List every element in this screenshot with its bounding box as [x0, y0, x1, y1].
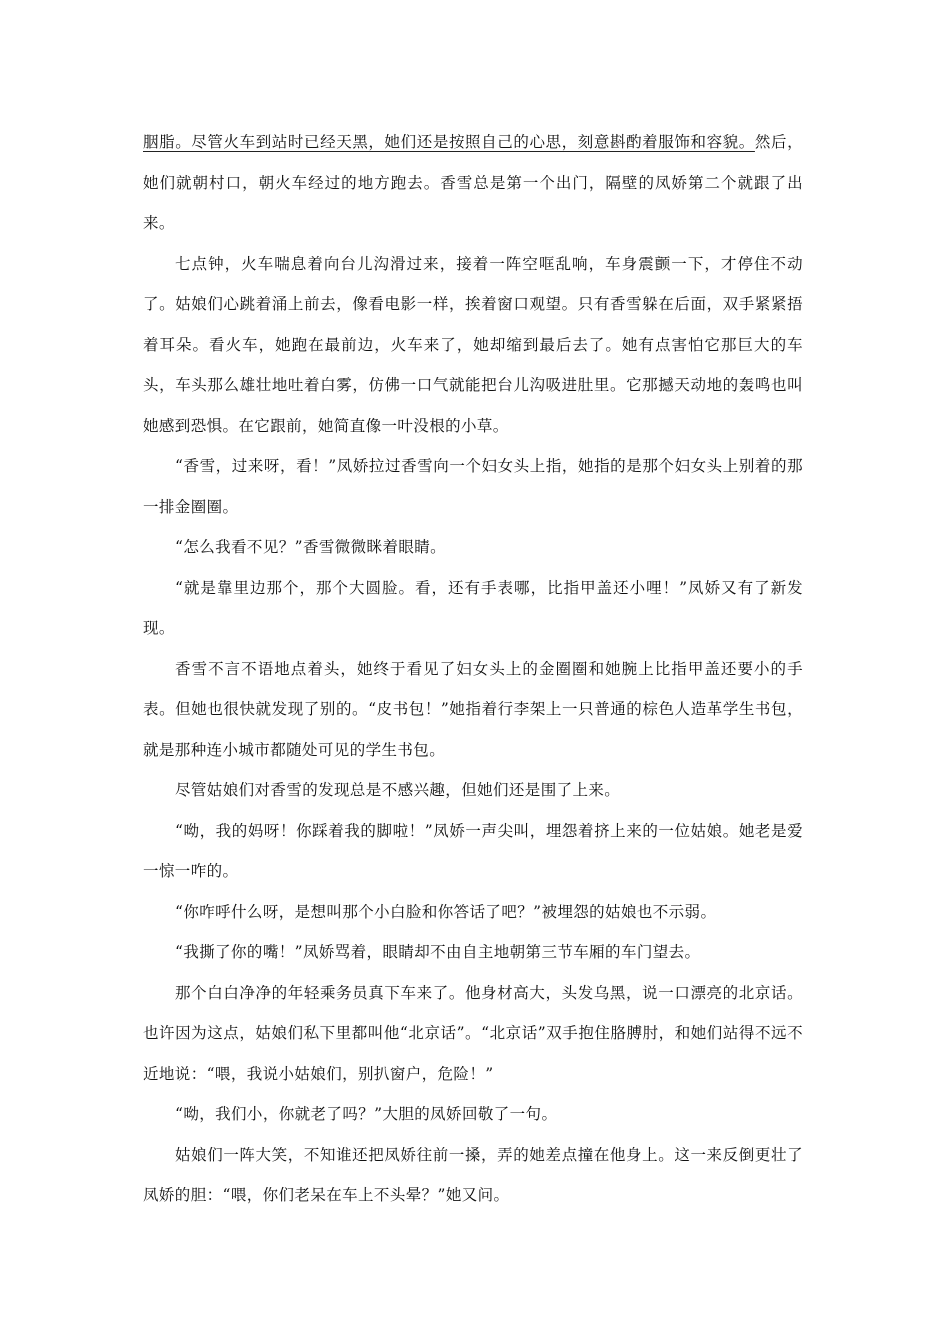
paragraph-7: 尽管姑娘们对香雪的发现总是不感兴趣，但她们还是围了上来。 [175, 781, 621, 799]
paragraph-5: “就是靠里边那个，那个大圆脸。看，还有手表哪，比指甲盖还小哩！”凤娇又有了新发现。 [143, 578, 803, 637]
paragraph-13: 姑娘们一阵大笑，不知谁还把凤娇往前一搡，弄的她差点撞在他身上。这一来反倒更壮了凤娇的胆：“喂，你们老呆在车上不头晕？”她又问。 [143, 1145, 803, 1204]
document-body [143, 122, 803, 1216]
paragraph-2: 七点钟，火车喘息着向台儿沟滑过来，接着一阵空哐乱响，车身震颤一下，才停住不动了。姑娘们心跳着涌上前去，像看电影一样，挨着窗口观望。只有香雪躲在后面，双手紧紧捂着耳朵。看火车，她跑在最前边，火车来了，她却缩到最后去了。她有点害怕它那巨大的车头，车头那么雄壮地吐着白雾，仿佛一口气就能把台儿沟吸进肚里。它那撼天动地的轰鸣也叫她感到恐惧。在它跟前，她简直像一叶没根的小草。 [143, 254, 803, 435]
paragraph-text: 然后，她们就朝村口，朝火车经过的地方跑去。香雪总是第一个出门，隔壁的凤娇第二个就跟了出来。 [143, 133, 804, 232]
underlined-sentence: 胭脂。尽管火车到站时已经天黑，她们还是按照自己的心思，刻意斟酌着服饰和容貌。 [143, 133, 755, 151]
paragraph-11: 那个白白净净的年轻乘务员真下车来了。他身材高大，头发乌黑，说一口漂亮的北京话。也许因为这点，姑娘们私下里都叫他“北京话”。“北京话”双手抱住胳膊肘，和她们站得不远不近地说：“喂，我说小姑娘们，别扒窗户，危险！” [143, 983, 803, 1083]
paragraph-9: “你咋呼什么呀，是想叫那个小白脸和你答话了吧？”被埋怨的姑娘也不示弱。 [175, 902, 717, 921]
paragraph-10: “我撕了你的嘴！”凤娇骂着，眼睛却不由自主地朝第三节车厢的车门望去。 [175, 943, 701, 961]
paragraph-3: “香雪，过来呀，看！”凤娇拉过香雪向一个妇女头上指，她指的是那个妇女头上别着的那一排金圈圈。 [143, 457, 803, 516]
paragraph-6: 香雪不言不语地点着头，她终于看见了妇女头上的金圈圈和她腕上比指甲盖还要小的手表。但她也很快就发现了别的。“皮书包！”她指着行李架上一只普通的棕色人造革学生书包，就是那种连小城市都随处可见的学生书包。 [143, 659, 803, 759]
paragraph-8: “呦，我的妈呀！你踩着我的脚啦！”凤娇一声尖叫，埋怨着挤上来的一位姑娘。她老是爱一惊一咋的。 [143, 821, 803, 880]
paragraph-1 [143, 122, 803, 244]
paragraph-4: “怎么我看不见？”香雪微微眯着眼睛。 [175, 538, 447, 556]
paragraph-12: “呦，我们小，你就老了吗？”大胆的凤娇回敬了一句。 [175, 1105, 558, 1123]
